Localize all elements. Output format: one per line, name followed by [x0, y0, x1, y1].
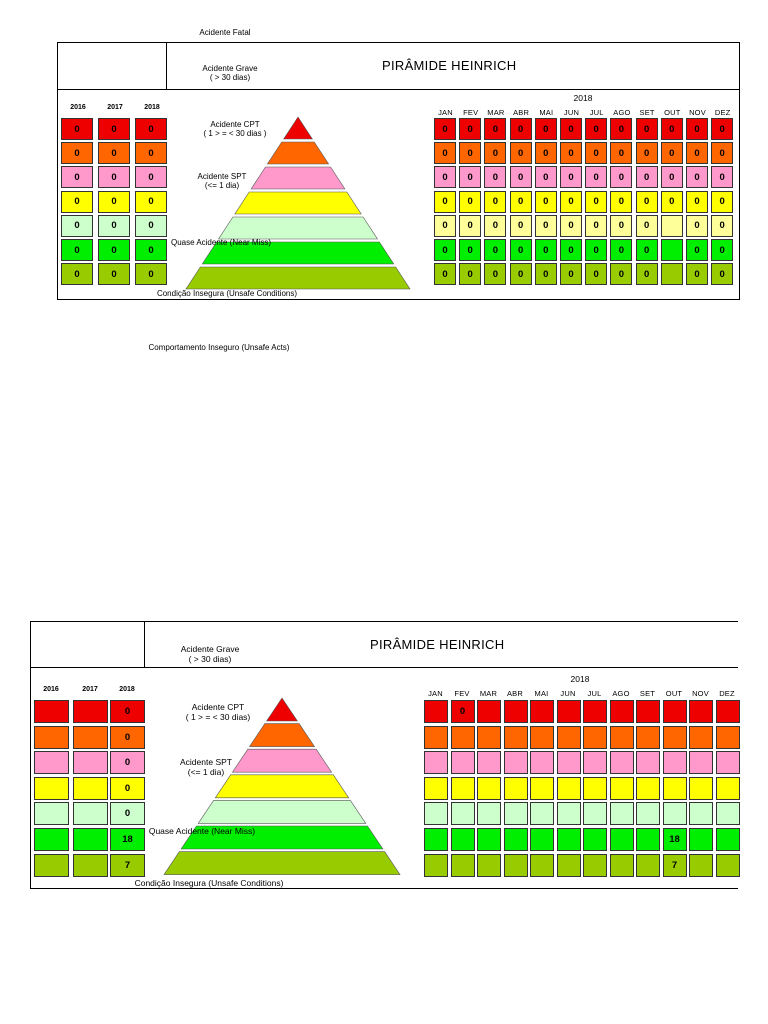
- month-cell: 7: [663, 854, 687, 877]
- pyramid-level-3: [232, 749, 331, 772]
- month-cell: 0: [510, 142, 532, 164]
- month-cell: 0: [636, 118, 658, 140]
- top-year-header: 2018: [573, 93, 593, 103]
- pyramid-level-1: [284, 117, 313, 139]
- top-pyramid: [0, 0, 768, 320]
- month-cell: 0: [610, 263, 632, 285]
- bottom-page-title: PIRÂMIDE HEINRICH: [370, 637, 505, 652]
- top-grave-label: Acidente Grave: [202, 64, 258, 73]
- fatal-label: Acidente Fatal: [199, 28, 251, 37]
- bottom-cpt-label: Acidente CPT: [191, 702, 245, 712]
- month-cell: 0: [535, 191, 557, 213]
- month-cell: 0: [560, 263, 582, 285]
- pyramid-level-4: [215, 775, 348, 798]
- month-cell: 0: [585, 239, 607, 261]
- month-header: DEZ: [714, 108, 731, 117]
- month-cell: 0: [686, 166, 708, 188]
- year-cell: 0: [98, 239, 130, 261]
- year-cell: 7: [110, 854, 145, 877]
- month-cell: 0: [686, 118, 708, 140]
- month-cell: 18: [663, 828, 687, 851]
- year-cell: 0: [135, 215, 167, 237]
- month-cell: 0: [459, 191, 481, 213]
- month-header: DEZ: [719, 689, 735, 698]
- month-cell: 0: [535, 215, 557, 237]
- year-cell: 0: [110, 777, 145, 800]
- month-cell: 0: [711, 166, 733, 188]
- month-cell: 0: [560, 191, 582, 213]
- year-cell: 0: [135, 239, 167, 261]
- month-header: SET: [639, 689, 656, 698]
- month-header: JUL: [589, 108, 604, 117]
- year-cell: 0: [98, 118, 130, 140]
- month-header: AGO: [613, 108, 631, 117]
- month-cell: 0: [585, 263, 607, 285]
- month-cell: 0: [535, 263, 557, 285]
- month-cell: 0: [434, 142, 456, 164]
- bottom-pyramid: [0, 600, 768, 900]
- month-cell: 0: [560, 215, 582, 237]
- month-cell: 0: [711, 118, 733, 140]
- month-header: SET: [639, 108, 655, 117]
- month-cell: 0: [585, 215, 607, 237]
- bottom-quase-label: Quase Acidente (Near Miss): [148, 826, 256, 836]
- month-cell: 0: [535, 118, 557, 140]
- bottom-condicao-label: Condição Insegura (Unsafe Conditions): [134, 878, 284, 888]
- year-cell: 0: [61, 239, 93, 261]
- year-cell: 0: [98, 191, 130, 213]
- bottom-grave-label: Acidente Grave: [180, 644, 240, 654]
- year-cell: 0: [135, 118, 167, 140]
- month-cell: 0: [711, 239, 733, 261]
- month-cell: 0: [459, 263, 481, 285]
- comportamento-label: Comportamento Inseguro (Unsafe Acts): [148, 343, 290, 352]
- month-cell: 0: [711, 215, 733, 237]
- month-header: NOV: [692, 689, 709, 698]
- year-cell: 0: [61, 166, 93, 188]
- month-cell: 0: [484, 263, 506, 285]
- month-cell: 0: [585, 166, 607, 188]
- year-cell: 0: [61, 142, 93, 164]
- month-cell: 0: [585, 191, 607, 213]
- pyramid-level-2: [267, 142, 328, 164]
- year-header: 2017: [107, 104, 123, 111]
- month-cell: 0: [661, 191, 683, 213]
- year-cell: 0: [135, 142, 167, 164]
- month-header: OUT: [665, 689, 683, 698]
- month-cell: 0: [434, 263, 456, 285]
- month-cell: 0: [535, 166, 557, 188]
- month-cell: 0: [686, 142, 708, 164]
- year-cell: 0: [61, 215, 93, 237]
- month-cell: 0: [560, 239, 582, 261]
- month-cell: 0: [484, 142, 506, 164]
- year-header: 2016: [70, 104, 86, 111]
- pyramid-level-5: [198, 800, 366, 823]
- month-cell: 0: [510, 239, 532, 261]
- top-spt-sub: (<= 1 dia): [204, 181, 240, 190]
- month-header: MAR: [487, 108, 505, 117]
- year-cell: 0: [135, 166, 167, 188]
- year-header: 2018: [144, 104, 160, 111]
- month-header: FEV: [463, 108, 479, 117]
- month-cell: 0: [661, 118, 683, 140]
- month-cell: 0: [711, 142, 733, 164]
- month-cell: 0: [610, 191, 632, 213]
- month-cell: 0: [610, 118, 632, 140]
- month-cell: 0: [434, 215, 456, 237]
- top-condicao-label: Condição Insegura (Unsafe Conditions): [156, 289, 298, 298]
- year-header: 2016: [43, 686, 59, 693]
- month-header: OUT: [664, 108, 681, 117]
- year-cell: 0: [110, 726, 145, 749]
- top-quase-label: Quase Acidente (Near Miss): [170, 238, 272, 247]
- bottom-year-header: 2018: [570, 674, 590, 684]
- year-cell: 0: [98, 263, 130, 285]
- month-header: ABR: [506, 689, 524, 698]
- month-cell: 0: [636, 191, 658, 213]
- month-cell: 0: [636, 166, 658, 188]
- year-cell: 0: [135, 263, 167, 285]
- month-cell: 0: [636, 239, 658, 261]
- month-cell: 0: [510, 166, 532, 188]
- month-cell: 0: [610, 166, 632, 188]
- month-cell: 0: [610, 239, 632, 261]
- year-cell: 0: [135, 191, 167, 213]
- month-header: MAI: [539, 108, 554, 117]
- month-cell: 0: [636, 142, 658, 164]
- month-cell: 0: [610, 142, 632, 164]
- top-page-title: PIRÂMIDE HEINRICH: [382, 58, 517, 73]
- month-cell: 0: [459, 215, 481, 237]
- year-cell: 0: [61, 263, 93, 285]
- month-cell: 0: [510, 191, 532, 213]
- year-cell: 0: [110, 751, 145, 774]
- month-cell: 0: [434, 239, 456, 261]
- year-header: 2018: [119, 686, 135, 693]
- month-cell: 0: [636, 263, 658, 285]
- top-cpt-sub: ( 1 > = < 30 dias ): [203, 129, 267, 138]
- pyramid-level-5: [219, 217, 378, 239]
- month-cell: 0: [434, 191, 456, 213]
- year-cell: 0: [61, 191, 93, 213]
- pyramid-level-7: [186, 267, 410, 289]
- month-cell: 0: [686, 215, 708, 237]
- bottom-cpt-sub: ( 1 > = < 30 dias): [185, 712, 251, 722]
- month-cell: 0: [459, 166, 481, 188]
- month-cell: 0: [661, 166, 683, 188]
- year-cell: 0: [110, 802, 145, 825]
- month-cell: 0: [711, 263, 733, 285]
- month-cell: 0: [484, 215, 506, 237]
- month-header: JUN: [563, 108, 580, 117]
- month-cell: 0: [459, 142, 481, 164]
- year-cell: 0: [98, 215, 130, 237]
- pyramid-level-4: [235, 192, 361, 214]
- month-cell: 0: [510, 118, 532, 140]
- month-cell: 0: [686, 239, 708, 261]
- month-header: MAR: [479, 689, 498, 698]
- month-cell: 0: [484, 191, 506, 213]
- month-cell: 0: [585, 118, 607, 140]
- top-grave-sub: ( > 30 dias): [209, 73, 251, 82]
- top-cpt-label: Acidente CPT: [210, 120, 260, 129]
- pyramid-level-3: [251, 167, 345, 189]
- year-cell: 18: [110, 828, 145, 851]
- month-cell: 0: [434, 166, 456, 188]
- month-cell: 0: [535, 239, 557, 261]
- year-cell: 0: [98, 166, 130, 188]
- month-header: JAN: [428, 689, 443, 698]
- month-cell: 0: [484, 166, 506, 188]
- month-header: MAI: [534, 689, 549, 698]
- month-header: JUN: [560, 689, 576, 698]
- month-cell: 0: [686, 263, 708, 285]
- year-cell: 0: [110, 700, 145, 723]
- pyramid-level-7: [164, 852, 400, 875]
- month-cell: 0: [510, 263, 532, 285]
- month-header: ABR: [513, 108, 530, 117]
- year-cell: 0: [98, 142, 130, 164]
- month-header: JAN: [438, 108, 453, 117]
- month-cell: 0: [560, 142, 582, 164]
- bottom-spt-label: Acidente SPT: [180, 757, 232, 767]
- year-header: 2017: [82, 686, 98, 693]
- top-spt-label: Acidente SPT: [197, 172, 247, 181]
- month-header: JUL: [587, 689, 602, 698]
- pyramid-level-2: [250, 724, 315, 747]
- month-cell: 0: [451, 700, 475, 723]
- bottom-grave-sub: ( > 30 dias): [188, 654, 232, 664]
- month-cell: 0: [484, 118, 506, 140]
- month-header: NOV: [689, 108, 706, 117]
- month-cell: 0: [484, 239, 506, 261]
- month-cell: 0: [459, 239, 481, 261]
- month-cell: 0: [560, 166, 582, 188]
- month-cell: 0: [434, 118, 456, 140]
- month-cell: 0: [686, 191, 708, 213]
- month-cell: 0: [510, 215, 532, 237]
- month-cell: 0: [636, 215, 658, 237]
- year-cell: 0: [61, 118, 93, 140]
- month-cell: 0: [459, 118, 481, 140]
- month-cell: 0: [711, 191, 733, 213]
- month-header: AGO: [612, 689, 630, 698]
- month-cell: 0: [585, 142, 607, 164]
- month-header: FEV: [454, 689, 470, 698]
- pyramid-level-1: [267, 698, 298, 721]
- bottom-spt-sub: (<= 1 dia): [187, 767, 225, 777]
- month-cell: 0: [560, 118, 582, 140]
- month-cell: 0: [661, 142, 683, 164]
- month-cell: 0: [610, 215, 632, 237]
- month-cell: 0: [535, 142, 557, 164]
